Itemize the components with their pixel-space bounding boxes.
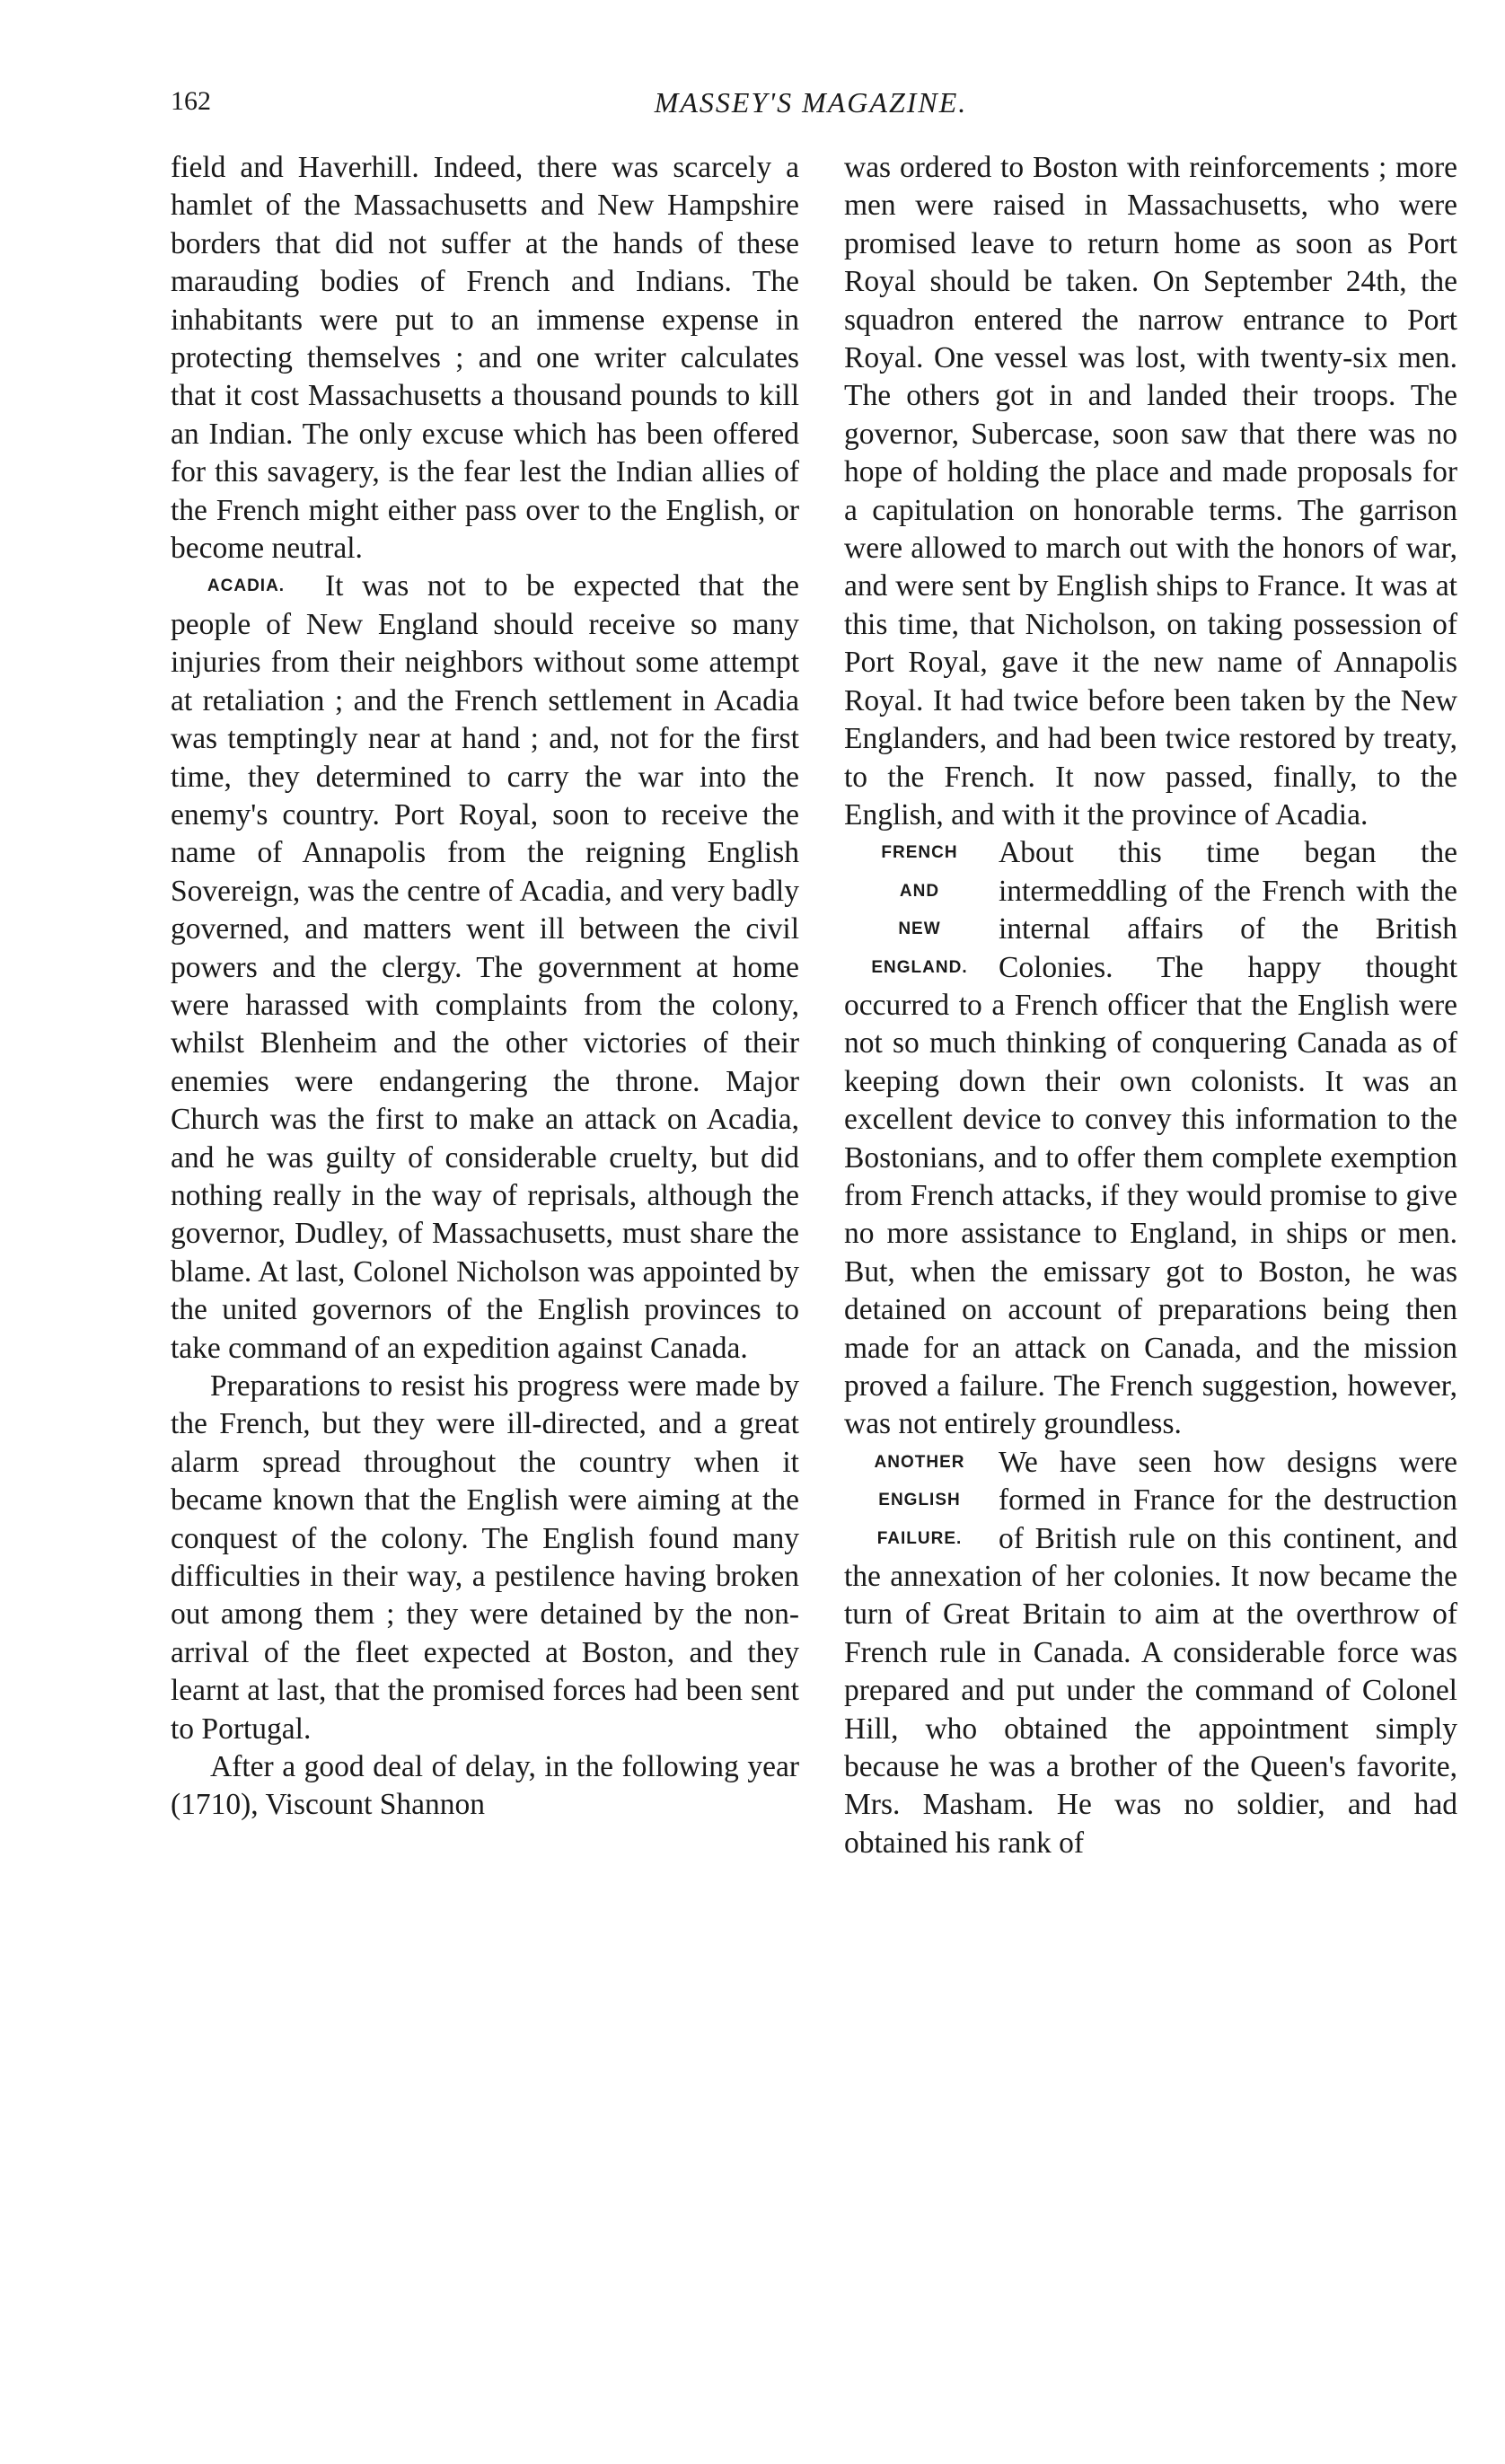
paragraph-text: We have seen how designs were formed in France for the destruction of British rule on this continent, and the annexation of her colonies. It now became the turn of Great Britain to aim at the overthrow of French rule in Canada. A considerable force was prepared and put under the command of Colonel Hill, who obtained the appointment simply because he was a brother of the Queen's favorite, Mrs. Masham. He was no soldier, and had obtained his rank of [844,1445,1457,1860]
side-heading-line: ENGLISH [878,1491,961,1510]
side-heading-line: FRENCH [881,843,958,863]
paragraph: field and Haverhill. Indeed, there was scarcely a hamlet of the Massachusetts and New Hampshire borders that did not suffer at the hands of these marauding bodies of French and Indians. The inhabitants were put to an immense expense in protecting themselves ; and one writer calculates that it cost Massachusetts a thousand pounds to kill an Indian. The only excuse which has been offered for this savagery, is the fear lest the Indian allies of the French might either pass over to the English, or become neutral. [171,151,799,566]
running-title: MASSEY'S MAGAZINE. [654,86,968,119]
side-heading-line: AND [899,881,940,901]
side-heading-line: NEW [898,920,941,939]
paragraph: was ordered to Boston with reinforcements ; more men were raised in Massachusetts, who were promised leave to return home as soon as Port Royal should be taken. On September 24th, the squadron entered the narrow entrance to Port Royal. One vessel was lost, with twenty-six men. The others got in and landed their troops. The governor, Subercase, soon saw that there was no hope of holding the place and made proposals for a capitulation on honorable terms. The garrison were allowed to march out with the honors of war, and were sent by English ships to France. It was at this time, that Nicholson, on taking possession of Port Royal, gave it the new name of Annapolis Royal. It had twice before been taken by the New Englanders, and had been twice restored by treaty, to the French. It now passed, finally, to the English, and with it the province of Acadia. [844,151,1457,832]
side-heading-another-english-failure [844,1444,999,1558]
side-heading-french-and-new-england [844,834,999,987]
paragraph [844,834,1457,1444]
paragraph [844,1444,1457,1862]
side-heading-line: FAILURE. [876,1528,963,1548]
side-heading-line: ACADIA. [207,576,286,596]
paragraph [171,568,799,1368]
left-column [171,149,799,1825]
paragraph-text: It was not to be expected that the people of New England should receive so many injuries from their neighbors without some attempt at retaliation ; and the French settlement in Acadia was temptingly near at hand ; and, not for the first time, they determined to carry the war into the enemy's country. Port Royal, soon to receive the name of Annapolis from the reigning English Sovereign, was the centre of Acadia, and very badly governed, and matters went ill between the civil powers and the clergy. The government at home were harassed with complaints from the colony, whilst Blenheim and the other victories of their enemies were endangering the throne. Major Church was the first to make an attack on Acadia, and he was guilty of considerable cruelty, but did nothing really in the way of reprisals, although the governor, Dudley, of Massachusetts, must share the blame. At last, Colonel Nicholson was appointed by the united governors of the English provinces to take command of an expedition against Canada. [171,569,799,1365]
side-heading-line: ENGLAND. [871,957,968,977]
page-number: 162 [171,86,211,116]
paragraph: Preparations to resist his progress were made by the French, but they were ill-directed, and a great alarm spread throughout the country when it became known that the English were aiming at the conquest of the colony. The English found many difficulties in their way, a pestilence having broken out among them ; they were detained by the non-arrival of the fleet expected at Boston, and they learnt at last, that the promised forces had been sent to Portugal. [171,1369,799,1746]
side-heading-acadia [171,568,325,605]
paragraph-text: About this time began the intermeddling of the French with the internal affairs of the British Colonies. The happy thought occurred to a French officer that the English were not so much thinking of conquering Canada as of keeping down their own colonists. It was an excellent device to convey this information to the Bostonians, and to offer them complete exemption from French attacks, if they would promise to give no more assistance to England, in ships or men. But, when the emissary got to Boston, he was detained on account of preparations being then made for an attack on Canada, and the mission proved a failure. The French suggestion, however, was not entirely groundless. [844,836,1457,1441]
right-column [844,149,1457,1862]
side-heading-line: ANOTHER [874,1452,965,1472]
paragraph: After a good deal of delay, in the following year (1710), Viscount Shannon [171,1750,799,1822]
